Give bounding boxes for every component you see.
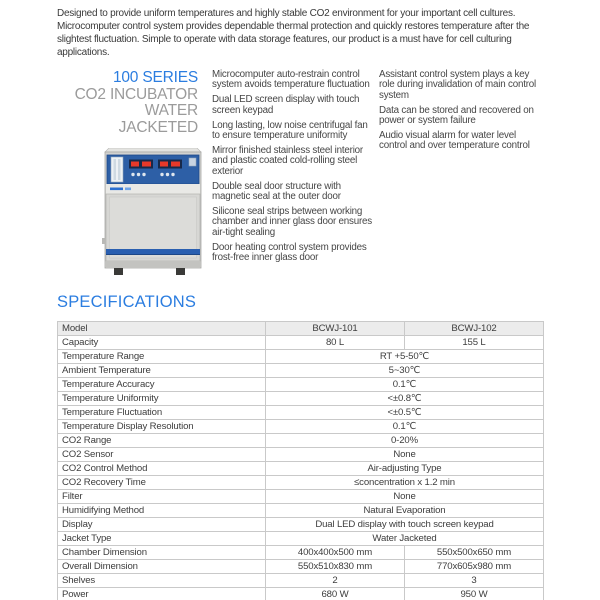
product-title-block xyxy=(57,70,198,136)
feature-item: Mirror finished stainless steel interior and plastic coated cold-rolling steel exterior xyxy=(212,144,363,177)
specifications-table xyxy=(57,321,544,600)
table-row xyxy=(58,392,544,406)
feature-item: Data can be stored and recovered on power or system failure xyxy=(379,104,534,127)
door-hinge xyxy=(102,238,106,244)
spec-value: <±0.5℃ xyxy=(266,406,544,420)
feature-item: Long lasting, low noise centrifugal fan to ensure temperature uniformity xyxy=(212,119,368,142)
spec-value: 2 xyxy=(266,574,405,588)
power-switch xyxy=(189,158,196,166)
table-row xyxy=(58,574,544,588)
spec-value: 680 W xyxy=(266,588,405,600)
features-column-right xyxy=(379,70,545,278)
feature-item: Double seal door structure with magnetic seal at the outer door xyxy=(212,180,341,203)
table-row xyxy=(58,406,544,420)
spec-label: Ambient Temperature xyxy=(58,364,266,378)
spec-label: Temperature Range xyxy=(58,350,266,364)
spec-value: RT +5-50℃ xyxy=(266,350,544,364)
spec-value: Natural Evaporation xyxy=(266,504,544,518)
product-subtitle-line: JACKETED xyxy=(118,118,198,136)
table-row xyxy=(58,490,544,504)
feature-item: Silicone seal strips between working chamber and inner glass door ensures air-tight sealing xyxy=(212,205,372,238)
spec-value: 0.1℃ xyxy=(266,420,544,434)
table-row xyxy=(58,588,544,600)
foot-left xyxy=(114,268,123,275)
spec-label: Temperature Display Resolution xyxy=(58,420,266,434)
spec-value: 770x605x980 mm xyxy=(405,560,544,574)
base-band xyxy=(106,261,200,268)
intro-paragraph: Designed to provide uniform temperatures and highly stable CO2 environment for your important cell cultures. Microcomputer control system provides dependable thermal protection and quickly restores temperature after the slightest fluctuation. Simple to operate with data storage features, our product is a must have for cell culturing applications. xyxy=(57,8,530,58)
table-row xyxy=(58,504,544,518)
table-row xyxy=(58,560,544,574)
control-panel xyxy=(107,155,199,184)
spec-value: 80 L xyxy=(266,336,405,350)
table-header-label: Model xyxy=(58,322,266,336)
table-row xyxy=(58,420,544,434)
product-title-column xyxy=(57,70,198,278)
table-row xyxy=(58,476,544,490)
spec-value: Air-adjusting Type xyxy=(266,462,544,476)
table-row xyxy=(58,364,544,378)
spec-value: 0-20% xyxy=(266,434,544,448)
features-column-left xyxy=(212,70,375,278)
feature-item: Dual LED screen display with touch screen keypad xyxy=(212,94,360,116)
page xyxy=(57,0,543,600)
series-title: 100 SERIES xyxy=(112,69,198,86)
table-row xyxy=(58,518,544,532)
feature-item: Audio visual alarm for water level control and over temperature control xyxy=(379,130,530,152)
door-accent-stripe xyxy=(106,249,200,254)
spec-label: Capacity xyxy=(58,336,266,350)
product-subtitle-line: WATER xyxy=(144,102,198,119)
spec-value: 400x400x500 mm xyxy=(266,546,405,560)
spec-value: <±0.8℃ xyxy=(266,392,544,406)
spec-value: None xyxy=(266,448,544,462)
spec-value: 550x510x830 mm xyxy=(266,560,405,574)
table-row xyxy=(58,546,544,560)
spec-value: 0.1℃ xyxy=(266,378,544,392)
table-row xyxy=(58,434,544,448)
table-row xyxy=(58,532,544,546)
spec-label: Shelves xyxy=(58,574,266,588)
spec-label: Temperature Fluctuation xyxy=(58,406,266,420)
spec-value: 3 xyxy=(405,574,544,588)
spec-label: Temperature Uniformity xyxy=(58,392,266,406)
flow-meter xyxy=(111,157,123,182)
spec-value: 155 L xyxy=(405,336,544,350)
spec-label: CO2 Control Method xyxy=(58,462,266,476)
spec-value: None xyxy=(266,490,544,504)
table-row xyxy=(58,378,544,392)
product-section xyxy=(57,70,543,278)
spec-label: Power xyxy=(58,588,266,600)
spec-label: Overall Dimension xyxy=(58,560,266,574)
spec-label: CO2 Recovery Time xyxy=(58,476,266,490)
spec-value: Water Jacketed xyxy=(266,532,544,546)
spec-label: Filter xyxy=(58,490,266,504)
spec-label: CO2 Range xyxy=(58,434,266,448)
table-header-model-1: BCWJ-101 xyxy=(266,322,405,336)
table-row xyxy=(58,448,544,462)
spec-label: Chamber Dimension xyxy=(58,546,266,560)
specifications-heading: SPECIFICATIONS xyxy=(57,293,197,311)
feature-item: Assistant control system plays a key role during invalidation of main control system xyxy=(379,69,537,101)
spec-label: CO2 Sensor xyxy=(58,448,266,462)
table-header-row xyxy=(58,322,544,336)
spec-value: Dual LED display with touch screen keypad xyxy=(266,518,544,532)
spec-label: Jacket Type xyxy=(58,532,266,546)
table-header-model-2: BCWJ-102 xyxy=(405,322,544,336)
spec-label: Humidifying Method xyxy=(58,504,266,518)
brand-logo-mark xyxy=(110,188,131,191)
spec-value: 5~30℃ xyxy=(266,364,544,378)
foot-right xyxy=(176,268,185,275)
feature-item: Microcomputer auto-restrain control system avoids temperature fluctuation xyxy=(212,69,370,91)
feature-item: Door heating control system provides frost-free inner glass door xyxy=(212,241,367,264)
table-row xyxy=(58,350,544,364)
spec-label: Display xyxy=(58,518,266,532)
spec-value: ≤concentration x 1.2 min xyxy=(266,476,544,490)
spec-value: 950 W xyxy=(405,588,544,600)
incubator-illustration xyxy=(102,148,204,278)
product-subtitle-line: CO2 INCUBATOR xyxy=(74,85,198,103)
table-row xyxy=(58,462,544,476)
product-image xyxy=(102,148,204,278)
table-row xyxy=(58,336,544,350)
incubator-top-lid xyxy=(105,148,201,152)
spec-value: 550x500x650 mm xyxy=(405,546,544,560)
spec-label: Temperature Accuracy xyxy=(58,378,266,392)
incubator-door xyxy=(106,194,200,261)
